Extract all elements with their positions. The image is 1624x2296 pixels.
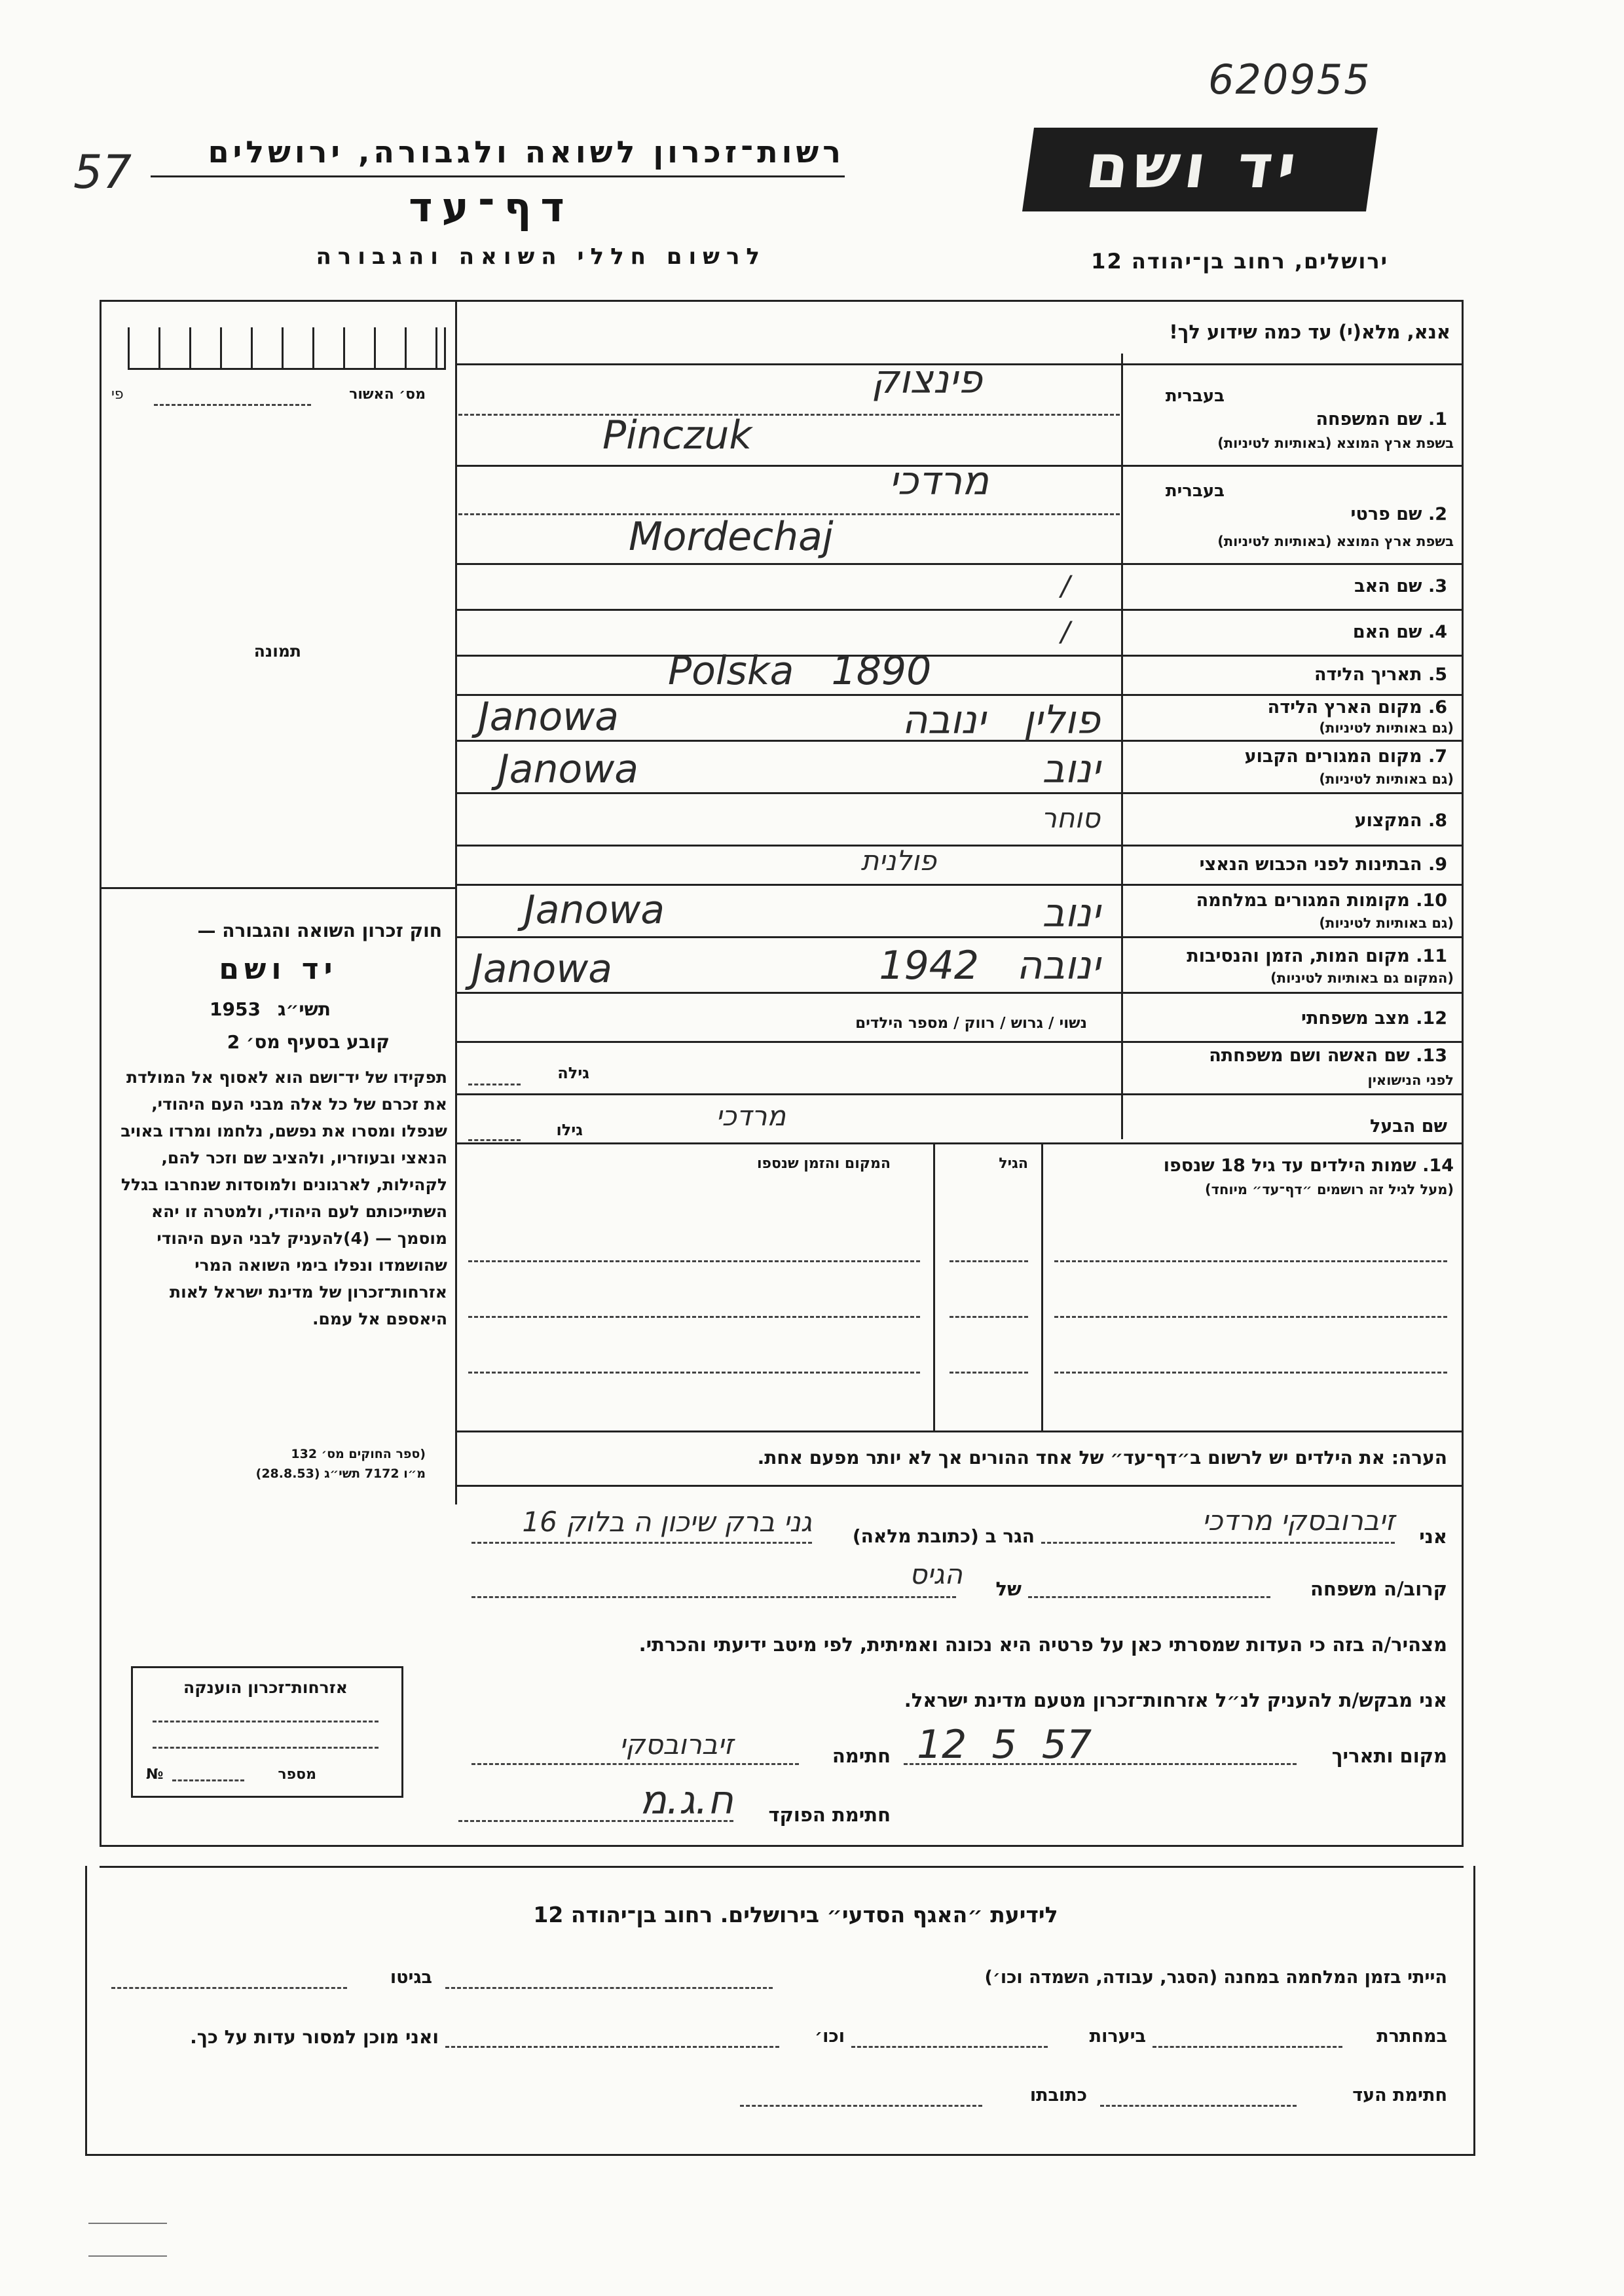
field-8-label xyxy=(1133,811,1447,831)
date-value: 12 5 57 xyxy=(917,1722,1092,1768)
field-11-value-lat: Janowa xyxy=(471,946,613,992)
doc-purpose: לרשום חללי השואה והגבורה xyxy=(316,244,766,270)
husband-value: מרדכי xyxy=(716,1100,786,1132)
field-1-value-lat: Pinczuk xyxy=(602,412,752,458)
field-13-age-label: גילה xyxy=(557,1064,589,1082)
relation-of-label: של xyxy=(995,1578,1022,1600)
footer-forests: ביערות xyxy=(1089,2026,1146,2047)
footer-testimony: ואני מוכן למסור עדות על כך. xyxy=(190,2026,439,2048)
field-3-name: שם האב xyxy=(1354,576,1422,596)
field-2-label xyxy=(1133,504,1447,524)
archive-number: 620955 xyxy=(1208,56,1371,103)
relation-label: קרוב/ה משפחה xyxy=(1310,1578,1447,1600)
field-10-num: 10. xyxy=(1416,890,1447,911)
field-13-name: שם האשה ושם משפחתה xyxy=(1209,1046,1410,1066)
field-7-name: מקום המגורים הקבוע xyxy=(1244,746,1422,767)
field-9-num: 9. xyxy=(1428,854,1447,875)
field-12-num: 12. xyxy=(1416,1008,1447,1029)
children-title: שמות הילדים עד גיל 18 שנספו xyxy=(1163,1156,1416,1176)
field-11-hint: (המקום גם באותיות לטיניות) xyxy=(1270,970,1454,986)
doc-title: דף־עד xyxy=(409,183,574,231)
field-10-label xyxy=(1126,890,1447,911)
official-sig-value: ח.ג.מ xyxy=(640,1777,733,1823)
footer-ghetto: בגיטו xyxy=(390,1967,432,1988)
field-9-value: פולנית xyxy=(860,845,936,877)
field-6-label xyxy=(1133,697,1447,718)
yad-vashem-logo xyxy=(1022,128,1378,211)
field-11-value-he: ינובה 1942 xyxy=(879,943,1100,989)
field-7-hint: (גם באותיות לטיניות) xyxy=(1319,771,1454,787)
request-text: אני מבקש/ת להעניק לנ״ל אזרחות־זכרון מטעם מדינת ישראל. xyxy=(904,1689,1447,1711)
field-1-name: שם המשפחה xyxy=(1316,409,1422,429)
authority-title: רשות־זכרון לשואה ולגבורה, ירושלים xyxy=(208,134,845,170)
law-ref-1: (ספר החוקים מס׳ 132 xyxy=(291,1447,426,1461)
children-hint: (מעל לגיל זה רושמים ״דף־עד״ מיוחד) xyxy=(1205,1182,1454,1197)
field-2-num: 2. xyxy=(1428,504,1447,524)
husband-label: שם הבעל xyxy=(1369,1116,1447,1137)
field-1-hint: בשפת ארץ המוצא (באותיות לטיניות) xyxy=(1217,435,1454,451)
field-6-value-lat: Janowa xyxy=(478,694,619,740)
field-3-label xyxy=(1133,576,1447,596)
declarant-address: גני ברק שיכון ה בלוק 16 xyxy=(522,1506,812,1538)
children-label xyxy=(1048,1156,1454,1176)
field-7-label xyxy=(1133,746,1447,767)
footer-witness-sig: חתימת העד xyxy=(1352,2085,1447,2105)
field-4-name: שם האם xyxy=(1352,622,1422,642)
citizenship-no-label: № xyxy=(146,1766,164,1783)
footer-underground: במחתרת xyxy=(1376,2026,1447,2047)
field-1-label xyxy=(1133,409,1447,429)
corner-mark: 57 xyxy=(73,145,132,199)
declaration-text: מצהיר/ה בזה כי העדות שמסרתי כאן על פרטיה היא נכונה ואמיתית, לפי מיטב ידיעתי והכרתי. xyxy=(638,1633,1447,1656)
field-3-value: / xyxy=(1061,570,1071,602)
field-5-value: Polska 1890 xyxy=(668,648,932,694)
field-5-label xyxy=(1133,665,1447,685)
law-text: תפקידו של יד־ושם הוא לאסוף אל המולדת את זכרם של כל אלה מבני העם היהודי, שנפלו ומסרו את נפשם, נלחמו ומרדו באויב הנאצי ובעוזריו, ולהציב שם וזכר להם, לקהילות, לארגונים ולמוסדות שנחרבו בגלל השתייכותם לעם היהודי, ולמטרה זו יהא מוסמך — (4)להעניק לבני העם היהודי שהושמדו ונפלו בימי השואה המרי אזרחות־זכרון של מדינת ישראל לאות היאספם אל עמם. xyxy=(120,1068,447,1328)
field-10-value-lat: Janowa xyxy=(524,887,665,933)
law-ref-2: מ״ו 7172 תשי״ג (28.8.53) xyxy=(255,1467,426,1481)
field-2-hint: בשפת ארץ המוצא (באותיות לטיניות) xyxy=(1217,534,1454,549)
intro-text: אנא, מלא(י) עד כמה שידוע לך! xyxy=(1169,321,1450,343)
field-12-label xyxy=(1133,1008,1447,1029)
field-5-num: 5. xyxy=(1428,665,1447,685)
field-10-value-he: ינוב xyxy=(1042,890,1100,936)
field-9-label xyxy=(1126,854,1447,875)
field-12-name: מצב משפחתי xyxy=(1301,1008,1410,1029)
logo-text: יד ושם xyxy=(1082,132,1306,202)
place-date-label: מקום ותאריך xyxy=(1331,1745,1447,1767)
field-1-num: 1. xyxy=(1428,409,1447,429)
footer-address: כתובתו xyxy=(1029,2085,1087,2105)
field-11-name: מקום המות, הזמן והנסיבות xyxy=(1187,946,1410,966)
resides-label: הגר ב (כתובת מלאה) xyxy=(852,1525,1035,1547)
field-5-name: תאריך הלידה xyxy=(1314,665,1422,685)
field-8-name: המקצוע xyxy=(1354,811,1422,831)
citizenship-box-title: אזרחות־זכרון הוענקה xyxy=(183,1678,348,1697)
field-9-name: הבתינות לפני הכבוש הנאצי xyxy=(1199,854,1422,875)
header-address: ירושלים, רחוב בן־יהודה 12 xyxy=(1091,249,1388,274)
law-name: יד ושם xyxy=(219,953,338,986)
field-2-name: שם פרטי xyxy=(1350,504,1422,524)
field-2-value-he: מרדכי xyxy=(889,458,989,504)
approval-no-suffix: פי xyxy=(111,386,124,403)
law-section: קובע בסעיף מס׳ 2 xyxy=(227,1031,390,1053)
footer-heading: לידיעת ״האגף הסדעי״ בירושלים. רחוב בן־יהודה 12 xyxy=(533,1902,1058,1927)
field-11-num: 11. xyxy=(1416,946,1447,966)
photo-label: תמונה xyxy=(253,642,301,661)
field-6-name: מקום הארץ הלידה xyxy=(1267,697,1422,718)
field-4-label xyxy=(1133,622,1447,642)
field-13-hint: לפני הנישואין xyxy=(1367,1072,1454,1088)
field-2-value-lat: Mordechaj xyxy=(629,514,834,560)
field-8-value: סוחר xyxy=(1041,802,1100,834)
declarant-name: זיברובסקי מרדכי xyxy=(1202,1504,1395,1537)
law-year-he: תשי״ג xyxy=(278,998,331,1020)
note-text: הערה: את הילדים יש לרשום ב״דף־עד״ של אחד ההורים אך לא יותר מפעם אחת. xyxy=(757,1447,1447,1468)
children-col-place: המקום והזמן שנספו xyxy=(757,1156,891,1172)
field-4-num: 4. xyxy=(1428,622,1447,642)
signature-label: חתימה xyxy=(832,1745,891,1767)
citizenship-number-label: מספר xyxy=(278,1766,316,1783)
field-7-value-he: ינוב xyxy=(1042,746,1100,792)
field-3-num: 3. xyxy=(1428,576,1447,596)
field-13-num: 13. xyxy=(1416,1046,1447,1066)
field-6-hint: (גם באותיות לטיניות) xyxy=(1319,720,1454,736)
field-13-label xyxy=(1126,1046,1447,1066)
law-title: חוק זכרון השואה והגבורה — xyxy=(197,920,442,941)
husband-age-label: גילו xyxy=(556,1121,583,1139)
signature-value: זיברובסקי xyxy=(619,1728,733,1760)
field-11-label xyxy=(1126,946,1447,966)
official-sig-label: חתימת הפוקד xyxy=(768,1804,891,1826)
citizenship-box xyxy=(131,1666,403,1798)
children-num: 14. xyxy=(1422,1156,1454,1176)
approval-no-label: מס׳ האשור xyxy=(349,386,426,403)
field-8-num: 8. xyxy=(1428,811,1447,831)
children-col-age: הגיל xyxy=(999,1156,1028,1172)
field-12-options: נשוי / גרוש / רווק / מספר הילדים xyxy=(855,1015,1087,1032)
field-6-num: 6. xyxy=(1428,697,1447,718)
field-10-hint: (גם באותיות לטיניות) xyxy=(1319,915,1454,931)
field-1-value-he: פינצוק xyxy=(871,357,982,403)
footer-line-1: הייתי בזמן המלחמה במחנה (הסגר, עבודה, השמדה וכו׳) xyxy=(984,1967,1447,1988)
field-6-value-he: פולין ינובה xyxy=(902,697,1100,743)
approval-number-boxes xyxy=(128,327,446,370)
field-4-value: / xyxy=(1061,615,1071,647)
footer-etc: וכו׳ xyxy=(815,2026,845,2047)
field-7-num: 7. xyxy=(1428,746,1447,767)
relation-value: הגיס xyxy=(909,1558,963,1590)
field-7-value-lat: Janowa xyxy=(498,746,639,792)
law-year: 1953 xyxy=(210,998,261,1020)
field-1-tag: בעברית xyxy=(1165,386,1225,406)
field-10-name: מקומות המגורים במלחמה xyxy=(1196,890,1410,911)
field-2-tag: בעברית xyxy=(1165,481,1225,501)
declarant-ani: אני xyxy=(1419,1525,1447,1548)
